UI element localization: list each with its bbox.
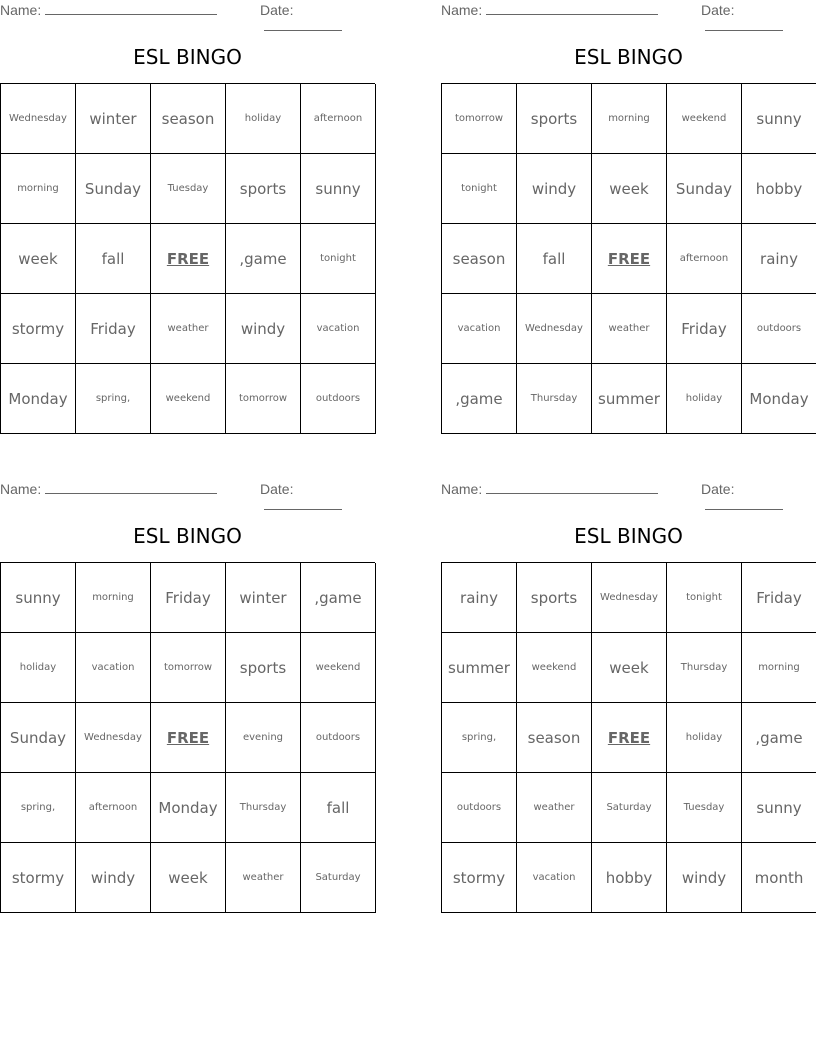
bingo-cell: weather [592,294,667,364]
bingo-grid [0,83,375,434]
bingo-cell: ,game [301,563,376,633]
bingo-cell: outdoors [442,773,517,843]
bingo-cell: Friday [151,563,226,633]
card-title: ESL BINGO [133,524,242,548]
date-label: Date: [701,481,735,497]
bingo-cell: Friday [76,294,151,364]
bingo-card-2 [441,0,816,408]
bingo-cell: fall [301,773,376,843]
bingo-cell: evening [226,703,301,773]
bingo-cell: season [517,703,592,773]
bingo-cell: winter [226,563,301,633]
bingo-cell: windy [517,154,592,224]
bingo-cell: Wednesday [592,563,667,633]
bingo-cell: windy [76,843,151,913]
bingo-cell: tomorrow [151,633,226,703]
bingo-cell: afternoon [301,84,376,154]
bingo-card-3 [0,479,375,887]
bingo-cell: stormy [1,294,76,364]
date-line [705,497,783,510]
bingo-cell: sunny [1,563,76,633]
bingo-cell: outdoors [301,703,376,773]
bingo-cell: Saturday [592,773,667,843]
bingo-cell: rainy [442,563,517,633]
bingo-cell: weather [151,294,226,364]
bingo-cell: weather [226,843,301,913]
bingo-cell: summer [592,364,667,434]
bingo-cell: Thursday [517,364,592,434]
bingo-cell: vacation [301,294,376,364]
bingo-grid [441,562,816,913]
bingo-cell: morning [742,633,816,703]
bingo-cell: spring, [76,364,151,434]
free-space-cell: FREE [151,703,226,773]
free-space-cell: FREE [592,224,667,294]
card-header [0,479,375,501]
bingo-cell: Sunday [76,154,151,224]
bingo-cell: ,game [742,703,816,773]
name-line [486,2,658,15]
bingo-cell: vacation [442,294,517,364]
bingo-cell: winter [76,84,151,154]
bingo-cell: morning [76,563,151,633]
bingo-cell: Wednesday [76,703,151,773]
bingo-cell: weekend [301,633,376,703]
bingo-cell: tonight [301,224,376,294]
bingo-cell: holiday [1,633,76,703]
bingo-cell: Tuesday [151,154,226,224]
card-title: ESL BINGO [574,524,683,548]
bingo-cell: Friday [742,563,816,633]
bingo-cell: month [742,843,816,913]
bingo-cell: Sunday [1,703,76,773]
card-header [441,479,816,501]
free-space-cell: FREE [151,224,226,294]
date-field [701,2,816,34]
bingo-cell: sports [517,563,592,633]
bingo-cell: tomorrow [226,364,301,434]
name-field [441,481,658,497]
bingo-cell: season [151,84,226,154]
bingo-cell: hobby [592,843,667,913]
bingo-cell: afternoon [667,224,742,294]
name-line [486,481,658,494]
bingo-cell: sports [517,84,592,154]
bingo-cell: sports [226,633,301,703]
bingo-cell: afternoon [76,773,151,843]
bingo-cell: Monday [1,364,76,434]
date-field [701,481,816,513]
card-title: ESL BINGO [133,45,242,69]
bingo-cell: tomorrow [442,84,517,154]
bingo-cell: stormy [442,843,517,913]
bingo-cell: morning [592,84,667,154]
name-line [45,2,217,15]
bingo-cell: week [592,633,667,703]
name-label: Name: [441,2,483,18]
bingo-cell: outdoors [742,294,816,364]
date-line [264,18,342,31]
bingo-cell: season [442,224,517,294]
bingo-cell: Saturday [301,843,376,913]
date-line [705,18,783,31]
bingo-card-1 [0,0,375,408]
bingo-cell: fall [76,224,151,294]
name-line [45,481,217,494]
bingo-cell: stormy [1,843,76,913]
bingo-cell: ,game [442,364,517,434]
bingo-cell: spring, [442,703,517,773]
bingo-cell: ,game [226,224,301,294]
card-header [441,0,816,22]
bingo-cell: Monday [151,773,226,843]
bingo-cell: sports [226,154,301,224]
date-label: Date: [701,2,735,18]
bingo-cell: Friday [667,294,742,364]
bingo-cell: tonight [442,154,517,224]
date-line [264,497,342,510]
name-field [0,481,217,497]
bingo-cell: week [1,224,76,294]
date-field [260,481,375,513]
bingo-cell: week [592,154,667,224]
bingo-cell: windy [667,843,742,913]
free-space-cell: FREE [592,703,667,773]
bingo-cell: holiday [667,703,742,773]
bingo-cell: summer [442,633,517,703]
bingo-cell: morning [1,154,76,224]
bingo-cell: Thursday [667,633,742,703]
name-label: Name: [0,2,42,18]
bingo-cell: weekend [517,633,592,703]
bingo-card-4 [441,479,816,887]
bingo-cell: Tuesday [667,773,742,843]
bingo-cell: sunny [301,154,376,224]
bingo-cell: spring, [1,773,76,843]
date-label: Date: [260,481,294,497]
bingo-cell: Monday [742,364,816,434]
date-label: Date: [260,2,294,18]
bingo-cell: weather [517,773,592,843]
bingo-cell: sunny [742,84,816,154]
card-header [0,0,375,22]
card-title: ESL BINGO [574,45,683,69]
bingo-grid [0,562,375,913]
bingo-cell: weekend [151,364,226,434]
bingo-cell: windy [226,294,301,364]
bingo-cell: Sunday [667,154,742,224]
bingo-cell: Thursday [226,773,301,843]
bingo-cell: vacation [517,843,592,913]
bingo-cell: sunny [742,773,816,843]
name-label: Name: [0,481,42,497]
name-label: Name: [441,481,483,497]
bingo-cell: Wednesday [517,294,592,364]
bingo-cell: holiday [667,364,742,434]
bingo-cell: tonight [667,563,742,633]
name-field [0,2,217,18]
bingo-cell: holiday [226,84,301,154]
name-field [441,2,658,18]
date-field [260,2,375,34]
bingo-cell: rainy [742,224,816,294]
bingo-cell: weekend [667,84,742,154]
bingo-cell: hobby [742,154,816,224]
bingo-cell: Wednesday [1,84,76,154]
bingo-cell: week [151,843,226,913]
bingo-cell: outdoors [301,364,376,434]
bingo-cell: vacation [76,633,151,703]
bingo-grid [441,83,816,434]
bingo-cell: fall [517,224,592,294]
